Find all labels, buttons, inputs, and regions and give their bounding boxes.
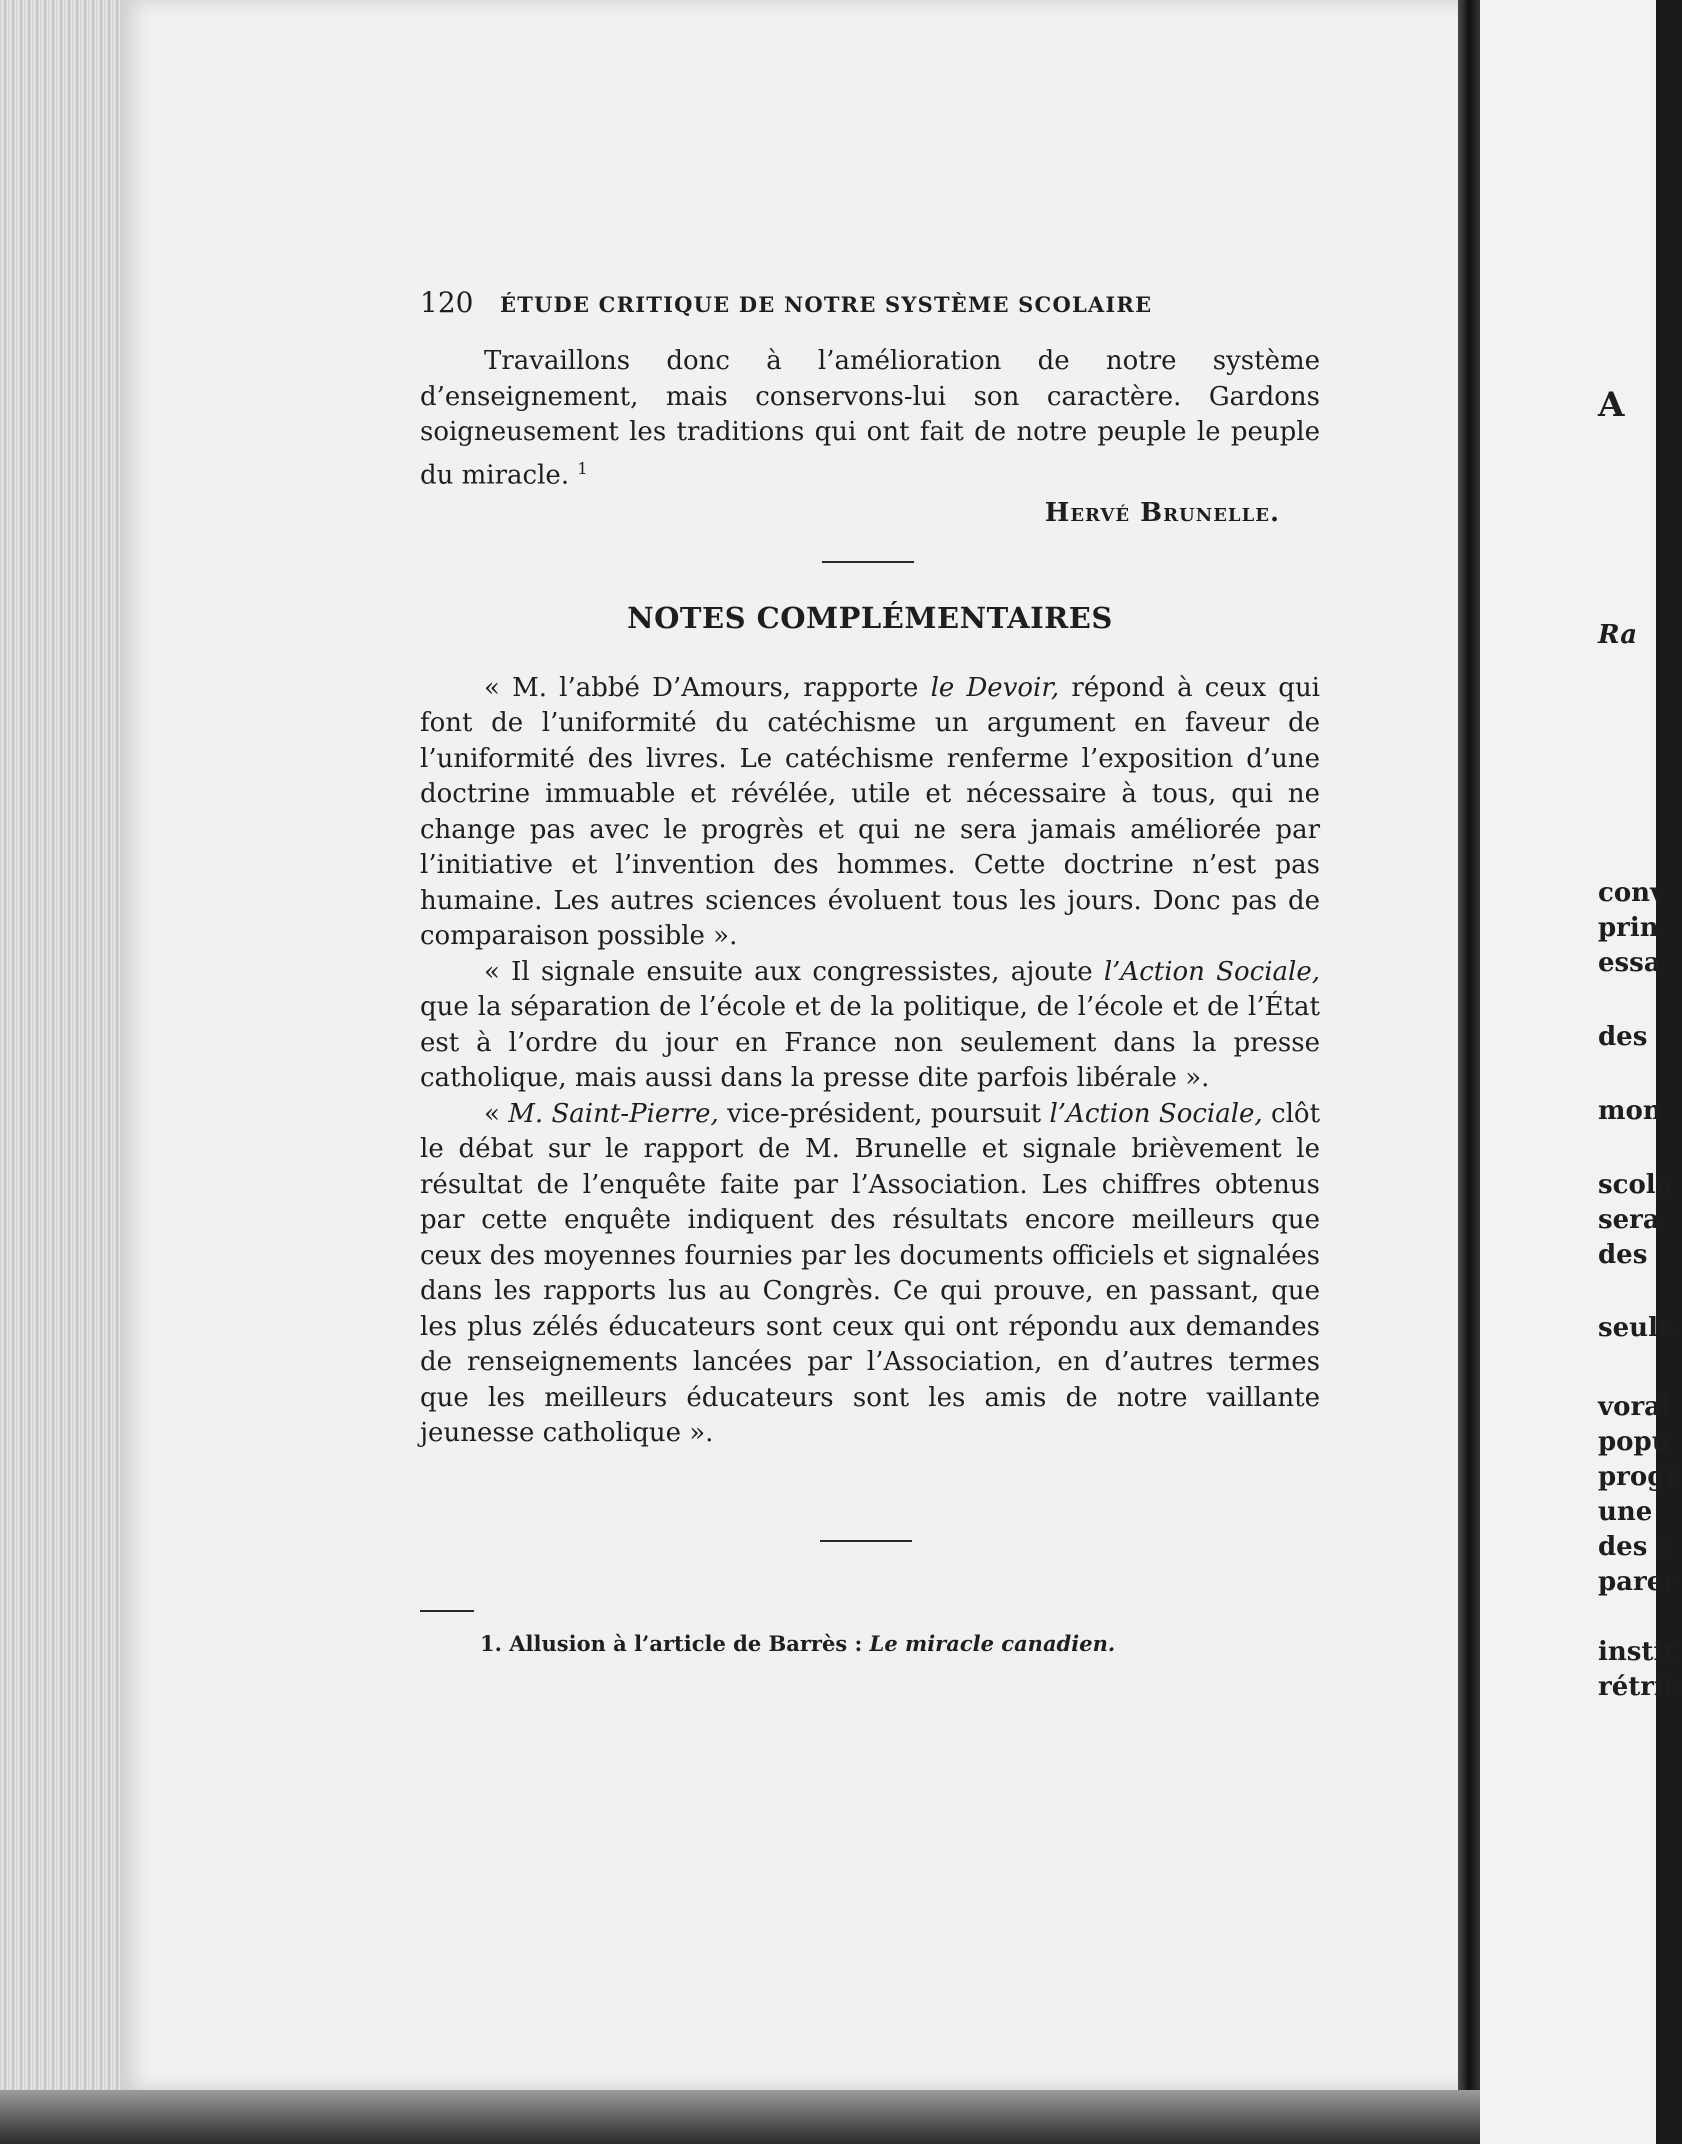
page-number: 120 [420, 286, 474, 319]
fragment: popu [1598, 1427, 1671, 1457]
fragment: scola [1598, 1170, 1673, 1200]
footnote-title: Le miracle canadien. [869, 1630, 1116, 1656]
fragment: rétrib [1598, 1672, 1682, 1702]
fragment: progr [1598, 1462, 1680, 1492]
paragraph-text: répond à ceux qui font de l’uniformité du catéchisme un argument en faveur de l’uniformité des livres. Le catéchisme renferme l’exposition d’une doctrine immuable et révélée, utile et nécessaire à tous, qui ne change pas avec le progrès et qui ne sera jamais améliorée par l’initiative et l’invention des hommes. Cette doctrine n’est pas humaine. Les autres sciences évoluent tous les jours. Donc pas de comparaison possible ». [420, 672, 1320, 952]
paragraph-saint-pierre [420, 1097, 1320, 1452]
fragment: des s [1598, 1532, 1672, 1562]
person-name: M. Saint-Pierre, [508, 1098, 719, 1129]
fragment: une [1598, 1497, 1653, 1527]
fragment: instit [1598, 1637, 1676, 1667]
publication-name: le Devoir, [930, 672, 1060, 703]
fragment: des [1598, 1022, 1648, 1052]
publication-name: l’Action Sociale, [1049, 1098, 1263, 1129]
paragraph-devoir [420, 671, 1320, 955]
page-edges [0, 0, 140, 2144]
fragment: voral [1598, 1392, 1671, 1422]
fragment: mon [1598, 1096, 1662, 1126]
right-page-text-fragments [1598, 0, 1682, 2144]
paragraph-text: que la séparation de l’école et de la politique, de l’école et de l’État est à l’ordre du jour en France non seulement dans la presse catholique, mais aussi dans la presse dite parfois libérale ». [420, 992, 1320, 1094]
page-content [420, 285, 1320, 1661]
footnote-text: Allusion à l’article de Barrès : [509, 1630, 870, 1656]
running-head [420, 285, 1320, 330]
paragraph-text: « [484, 1098, 509, 1129]
fragment: des [1598, 1240, 1648, 1270]
footnote-number: 1. [480, 1630, 502, 1656]
footnote-rule [420, 1610, 474, 1612]
fragment: A [1598, 385, 1625, 425]
fragment: essa [1598, 948, 1661, 978]
footnote [420, 1626, 1320, 1662]
bottom-shadow [0, 2090, 1480, 2144]
paragraph-text: clôt le débat sur le rapport de M. Brunelle et signale brièvement le résultat de l’enquête faite par l’Association. Les chiffres obtenus par cette enquête indiquent des résultats encore meilleurs que ceux des moyennes fournies par les documents officiels et signalées dans les rapports lus au Congrès. Ce qui prouve, en passant, que les plus zélés éducateurs sont ceux qui ont répondu aux demandes de renseignements lancées par l’Association, en d’autres termes que les meilleurs éducateurs sont les amis de notre vaillante jeunesse catholique ». [420, 1098, 1321, 1449]
footnote-reference: 1 [577, 458, 588, 478]
section-divider-top [822, 561, 914, 563]
intro-paragraph [420, 344, 1320, 494]
paragraph-text: « Il signale ensuite aux congressistes, ajoute [484, 956, 1104, 987]
fragment: conv [1598, 878, 1666, 908]
paragraph-action-sociale [420, 955, 1320, 1097]
fragment: parer [1598, 1567, 1677, 1597]
publication-name: l’Action Sociale, [1103, 956, 1320, 987]
fragment: seule [1598, 1313, 1675, 1343]
intro-text: Travaillons donc à l’amélioration de notre système d’enseignement, mais conservons-lui son caractère. Gardons soigneusement les traditions qui ont fait de notre peuple le peuple du miracle. [420, 346, 1320, 491]
fragment: prin [1598, 913, 1659, 943]
running-title: ÉTUDE CRITIQUE DE NOTRE SYSTÈME SCOLAIRE [500, 292, 1153, 317]
fragment: sera [1598, 1205, 1660, 1235]
book-gutter [1458, 0, 1480, 2144]
author-signature: Hervé Brunelle. [1044, 497, 1280, 528]
paragraph-text: vice-président, poursuit [718, 1098, 1050, 1129]
fragment: Ra [1598, 620, 1638, 650]
section-heading: NOTES COMPLÉMENTAIRES [627, 601, 1113, 636]
section-divider-bottom [820, 1540, 912, 1542]
paragraph-text: « M. l’abbé D’Amours, rapporte [484, 672, 931, 703]
